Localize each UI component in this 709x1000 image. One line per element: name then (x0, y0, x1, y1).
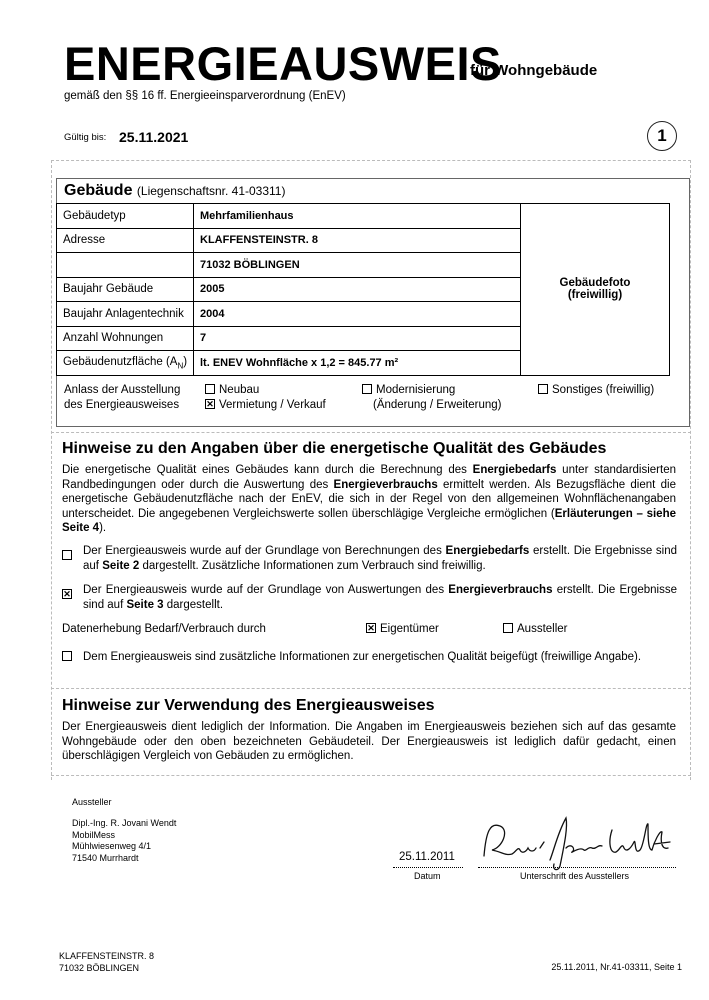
address-label: Adresse (57, 228, 194, 253)
issuer-street: Mühlwiesenweg 4/1 (72, 841, 152, 851)
apartments-count-label: Anzahl Wohnungen (57, 326, 194, 351)
usable-area-subscript: N (177, 360, 184, 370)
intro-text-4: ). (99, 522, 107, 534)
checkbox-modernization[interactable] (362, 383, 455, 398)
construction-year-label: Baujahr Gebäude (57, 277, 194, 302)
usage-notes-text: Der Energieausweis dient lediglich der Information. Die Angaben im Energieausweis beziehen sich auf das gesamte Wohngebäude oder den oben bezeichneten Gebäudeteil. Der Energieausweis ist lediglich dafür gedacht, einen überschlägigen Vergleich von Gebäuden zu ermöglichen. (62, 721, 676, 762)
usable-area-label (57, 351, 194, 376)
demand-bold-d: Seite 2 (102, 559, 140, 572)
construction-year-value: 2005 (194, 277, 521, 302)
page-number-badge: 1 (647, 121, 677, 151)
checkbox-new-build[interactable] (205, 383, 259, 398)
checkbox-empty-icon (503, 623, 513, 633)
frame-right-border (690, 160, 691, 780)
checkbox-empty-icon (362, 384, 372, 394)
valid-until-label: Gültig bis: (64, 132, 107, 143)
issuer-address (72, 818, 176, 864)
handwritten-signature (476, 812, 676, 874)
systems-year-label: Baujahr Anlagentechnik (57, 302, 194, 327)
rent-sale-label: Vermietung / Verkauf (219, 399, 326, 411)
intro-text-3: ermittelt werden. Als Bezugsfläche dient die energetische Gebäudenutzfläche nach der EnEV, die sich in der Regel von den allgemeinen Wohnflächenangaben unterscheidet. Die angegebenen Vergleichswerte sollen überschlägige Vergleiche ermöglichen ( (62, 478, 676, 520)
modernization-label: Modernisierung (376, 384, 456, 396)
footer-address (59, 951, 154, 974)
property-number: (Liegenschaftsnr. 41-03311) (136, 184, 286, 198)
intro-text-1: Die energetische Qualität eines Gebäudes kann durch die Berechnung des (62, 464, 473, 476)
checkbox-other[interactable] (538, 383, 654, 398)
checkbox-demand-basis[interactable] (62, 547, 76, 565)
intro-bold-3: Erläuterungen – siehe Seite 4 (62, 507, 676, 534)
checkbox-empty-icon (205, 384, 215, 394)
consumption-text-c: erstellt. Die Ergebnisse sind auf (83, 584, 677, 611)
building-type-value: Mehrfamilienhaus (194, 204, 521, 229)
consumption-text-a: Der Energieausweis wurde auf der Grundlage von Auswertungen des (83, 584, 449, 596)
modernization-detail: (Änderung / Erweiterung) (373, 399, 502, 411)
systems-year-value: 2004 (194, 302, 521, 327)
demand-text-a: Der Energieausweis wurde auf der Grundlage von Berechnungen des (83, 545, 446, 557)
checkbox-consumption-basis[interactable] (62, 586, 76, 604)
checkbox-data-owner[interactable] (366, 622, 439, 637)
checkbox-checked-icon: ✕ (367, 622, 375, 633)
demand-basis-text (83, 544, 677, 573)
intro-text-2: unter standardisierten Randbedingungen oder durch die Auswertung des (62, 464, 676, 491)
signature-label: Unterschrift des Ausstellers (520, 871, 630, 881)
building-table (56, 203, 670, 376)
section-divider (51, 160, 691, 161)
frame-left-border (51, 160, 52, 780)
checkbox-checked-icon: ✕ (206, 398, 214, 409)
demand-text-c: erstellt. Die Ergebnisse sind auf (83, 545, 678, 572)
photo-label: Gebäudefoto (559, 277, 631, 290)
building-type-label: Gebäudetyp (57, 204, 194, 229)
section-divider (51, 775, 691, 776)
checkbox-rent-sale[interactable] (205, 398, 326, 413)
table-row (57, 204, 670, 229)
issuance-reason-line1: Anlass der Ausstellung (64, 384, 181, 396)
consumption-text-e: dargestellt. (163, 598, 224, 611)
usable-area-label-close: ) (183, 355, 188, 368)
footer-city: 71032 BÖBLINGEN (59, 962, 140, 973)
checkbox-empty-icon (538, 384, 548, 394)
issuer-name: Dipl.-Ing. R. Jovani Wendt (72, 818, 177, 828)
usable-area-label-text: Gebäudenutzfläche (A (63, 355, 178, 368)
legal-basis: gemäß den §§ 16 ff. Energieeinsparverordnung (EnEV) (64, 90, 346, 102)
document-subtitle: für Wohngebäude (470, 62, 598, 79)
building-heading-title: Gebäude (64, 182, 133, 199)
issuance-reason-line2: des Energieausweises (64, 399, 180, 411)
address-blank-label (57, 253, 194, 278)
demand-bold-b: Energiebedarfs (445, 545, 530, 557)
address-street: KLAFFENSTEINSTR. 8 (194, 228, 521, 253)
additional-info-text: Dem Energieausweis sind zusätzliche Informationen zur energetischen Qualität beigefügt (freiwillige Angabe). (83, 651, 642, 663)
issuance-reason-label (64, 383, 180, 413)
section-divider (51, 432, 691, 433)
consumption-bold-d: Seite 3 (126, 598, 164, 611)
consumption-basis-text (83, 583, 677, 612)
other-label: Sonstiges (freiwillig) (552, 384, 655, 396)
consumption-bold-b: Energieverbrauchs (448, 584, 553, 596)
apartments-count-value: 7 (194, 326, 521, 351)
footer-street: KLAFFENSTEINSTR. 8 (59, 951, 155, 961)
signature-line (478, 867, 676, 868)
checkbox-empty-icon (62, 651, 72, 661)
new-build-label: Neubau (219, 384, 260, 396)
energy-notes-intro (62, 463, 676, 536)
intro-bold-1: Energiebedarfs (472, 464, 557, 476)
photo-optional-label: (freiwillig) (567, 289, 623, 302)
energy-notes-heading: Hinweise zu den Angaben über die energetische Qualität des Gebäudes (62, 440, 607, 457)
intro-bold-2: Energieverbrauchs (333, 478, 438, 491)
checkbox-checked-icon: ✕ (63, 588, 71, 599)
building-photo-placeholder (521, 204, 670, 376)
signature-date: 25.11.2011 (399, 851, 455, 863)
footer-document-reference: 25.11.2011, Nr.41-03311, Seite 1 (551, 962, 682, 972)
document-title: ENERGIEAUSWEIS (64, 37, 502, 90)
demand-text-e: dargestellt. Zusätzliche Informationen zum Verbrauch sind freiwillig. (139, 559, 486, 572)
data-owner-label: Eigentümer (380, 623, 439, 635)
date-line (393, 867, 463, 868)
checkbox-data-issuer[interactable] (503, 622, 568, 637)
checkbox-empty-icon (62, 550, 72, 560)
usage-notes-heading: Hinweise zur Verwendung des Energieausweises (62, 697, 435, 714)
issuer-label: Aussteller (72, 797, 112, 807)
building-heading (64, 182, 285, 200)
issuer-company: MobilMess (72, 829, 116, 840)
section-divider (51, 688, 691, 689)
data-issuer-label: Aussteller (517, 623, 568, 635)
data-collection-label: Datenerhebung Bedarf/Verbrauch durch (62, 623, 266, 635)
valid-until-date: 25.11.2021 (119, 129, 189, 145)
usable-area-value: lt. ENEV Wohnfläche x 1,2 = 845.77 m² (194, 351, 521, 376)
date-label: Datum (414, 871, 441, 881)
address-city: 71032 BÖBLINGEN (194, 253, 521, 278)
issuer-city: 71540 Murrhardt (72, 852, 139, 863)
checkbox-additional-info[interactable] (62, 650, 76, 665)
